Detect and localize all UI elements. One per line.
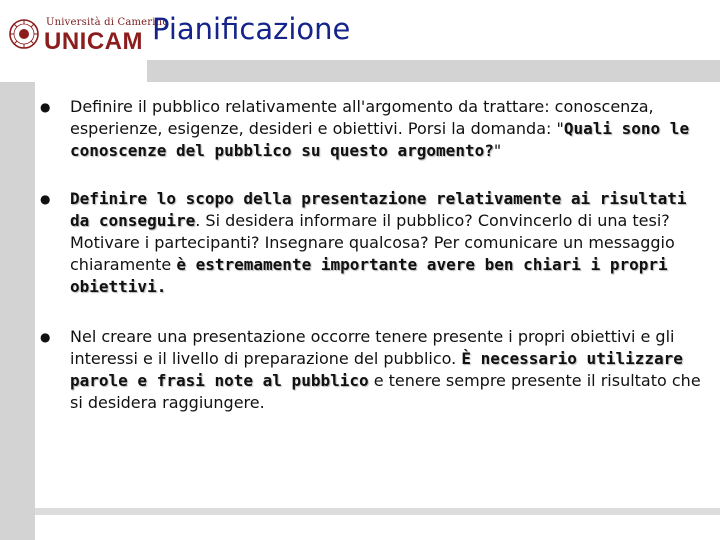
- bullet-dot-icon: ●: [40, 330, 51, 344]
- bullet-text: . Si desidera informare il pubblico? Convincerlo di una tesi? Motivare i partecipanti? Insegnare qualcosa? Per comunicare un messaggio chiaramente: [70, 211, 675, 274]
- university-logo: [8, 16, 169, 56]
- bullet-item: [38, 96, 710, 162]
- bullet-dot-icon: ●: [40, 192, 51, 206]
- bullet-text: ": [493, 141, 502, 160]
- slide-title: Pianificazione: [152, 12, 351, 46]
- bullet-emphasis: Definire lo scopo della presentazione relativamente ai risultati da conseguire: [70, 189, 687, 230]
- bullet-emphasis: È necessario utilizzare parole e frasi note al pubblico: [70, 349, 683, 390]
- bullet-emphasis: Quali sono le conoscenze del pubblico su questo argomento?: [70, 119, 690, 160]
- bullet-dot-icon: ●: [40, 100, 51, 114]
- bullet-list: [38, 96, 710, 414]
- bullet-emphasis: avere ben chiari i propri obiettivi.: [70, 255, 668, 296]
- bullet-text: e tenere sempre presente il risultato che si desidera raggiungere.: [70, 371, 701, 412]
- left-band: [0, 82, 35, 540]
- header-band-gap: [35, 60, 147, 82]
- bullet-text: Nel creare una presentazione occorre tenere presente i propri obiettivi e gli interessi e il livello di preparazione del pubblico.: [70, 327, 675, 368]
- bullet-text: Definire il pubblico relativamente all'argomento da trattare: conoscenza, esperienze, esigenze, desideri e obiettivi. Porsi la domanda: ": [70, 97, 654, 138]
- bottom-band: [35, 508, 720, 515]
- bullet-emphasis: è estremamente importante: [176, 255, 418, 274]
- university-name: Università di Camerino: [46, 17, 169, 28]
- header-band: [147, 60, 720, 82]
- university-seal-icon: [8, 18, 40, 50]
- bullet-item: [38, 188, 710, 298]
- university-brand: UNICAM: [44, 28, 143, 55]
- bullet-item: [38, 326, 710, 414]
